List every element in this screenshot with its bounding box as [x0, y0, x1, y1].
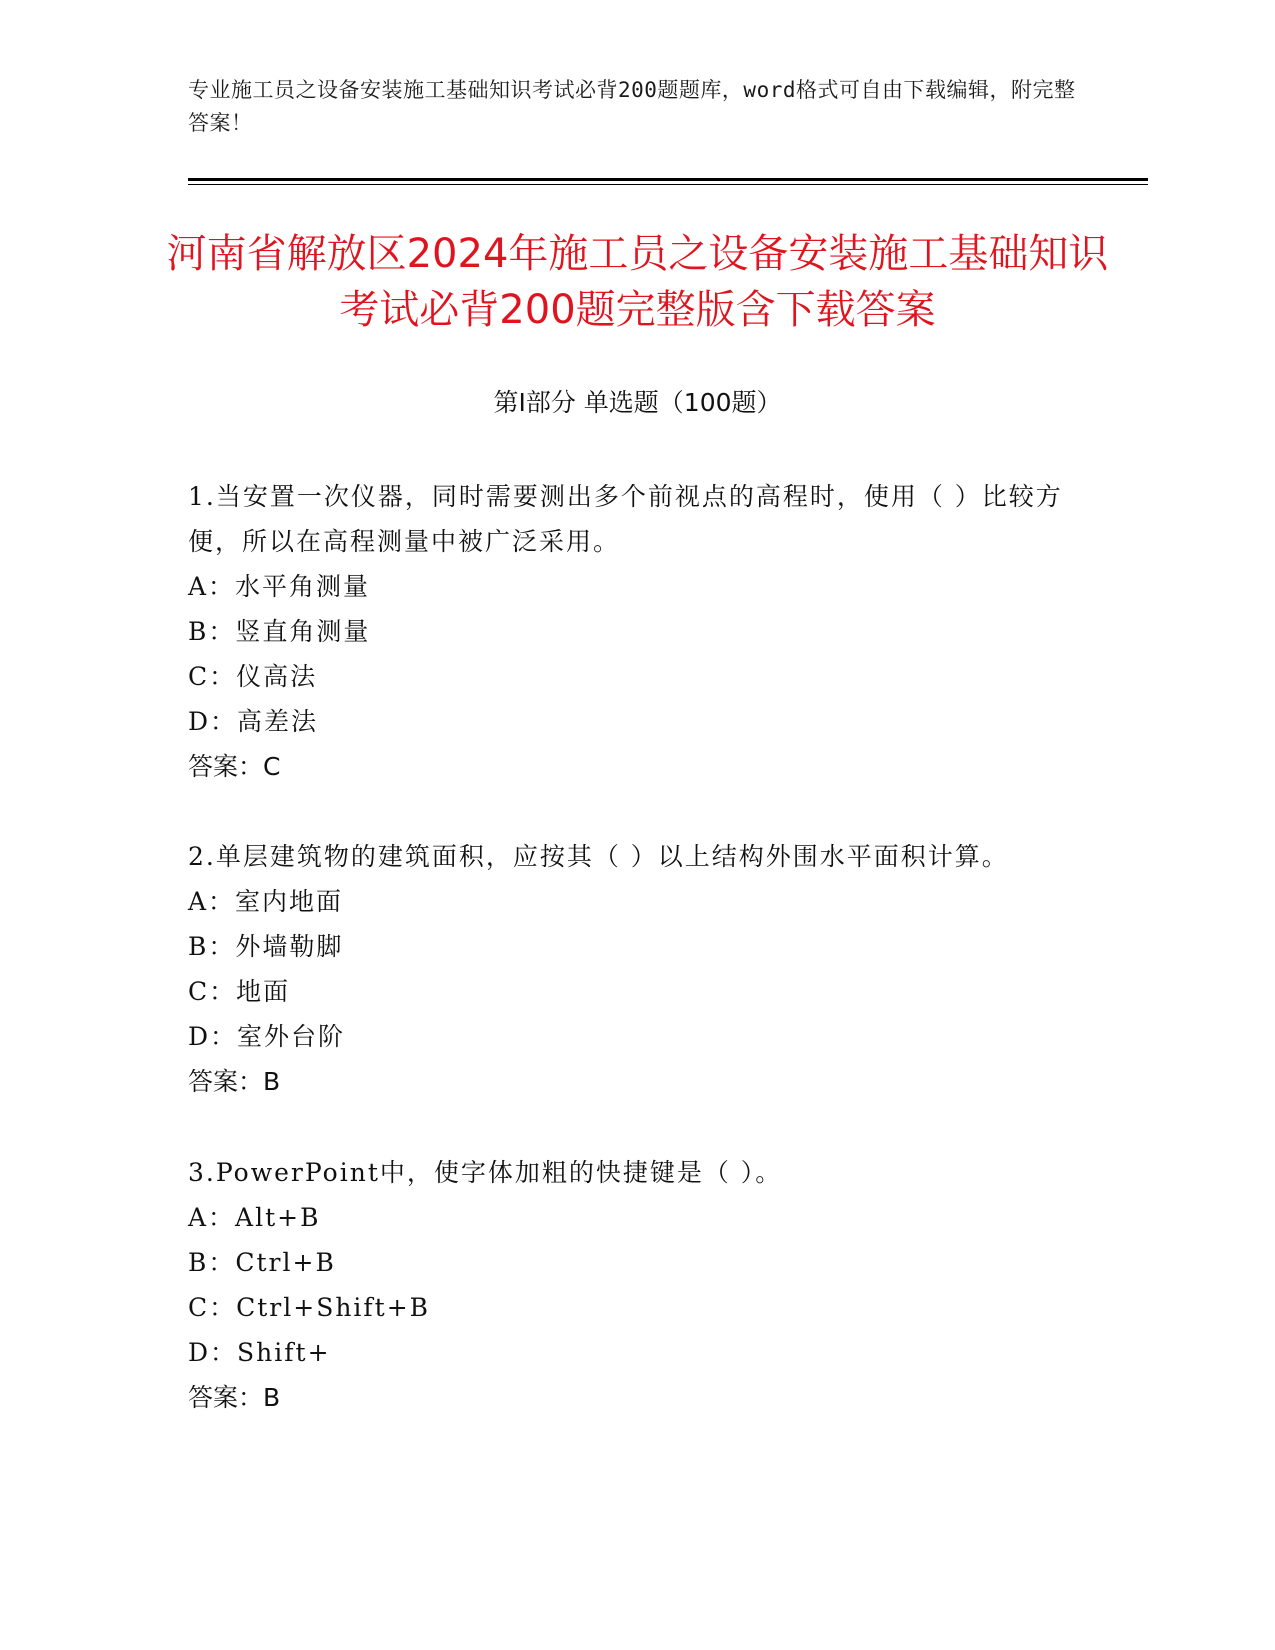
section-title: 第I部分 单选题（100题）: [493, 388, 782, 417]
option-c: C：Ctrl+Shift+B: [188, 1293, 431, 1322]
option-d: D：Shift+: [188, 1338, 331, 1367]
option-a: A：水平角测量: [188, 572, 371, 601]
answer-line: 答案：B: [188, 1067, 281, 1096]
option-c: C：地面: [188, 977, 291, 1006]
option-d: D：高差法: [188, 707, 319, 736]
option-b: B：外墙勒脚: [188, 932, 344, 961]
question-1: [188, 474, 1088, 789]
option-a: A：Alt+B: [188, 1203, 321, 1232]
question-3: [188, 1150, 1088, 1420]
answer-line: 答案：C: [188, 752, 281, 781]
option-d: D：室外台阶: [188, 1022, 346, 1051]
option-a: A：室内地面: [188, 887, 344, 916]
answer-line: 答案：B: [188, 1383, 281, 1412]
question-stem: 2.单层建筑物的建筑面积，应按其（ ）以上结构外围水平面积计算。: [188, 842, 1009, 871]
option-b: B：竖直角测量: [188, 617, 371, 646]
question-stem: 1.当安置一次仪器，同时需要测出多个前视点的高程时，使用（ ）比较方便，所以在高程测量中被广泛采用。: [188, 482, 1063, 556]
question-2: [188, 834, 1088, 1104]
option-b: B：Ctrl+B: [188, 1248, 336, 1277]
header-divider-thin: [188, 184, 1148, 185]
question-stem: 3.PowerPoint中，使字体加粗的快捷键是（ ）。: [188, 1158, 783, 1187]
header-divider-thick: [188, 178, 1148, 181]
header-note: 专业施工员之设备安装施工基础知识考试必背200题题库，word格式可自由下载编辑，附完整答案！: [188, 78, 1076, 135]
option-c: C：仪高法: [188, 662, 318, 691]
document-title: 河南省解放区2024年施工员之设备安装施工基础知识考试必背200题完整版含下载答案: [166, 231, 1109, 333]
